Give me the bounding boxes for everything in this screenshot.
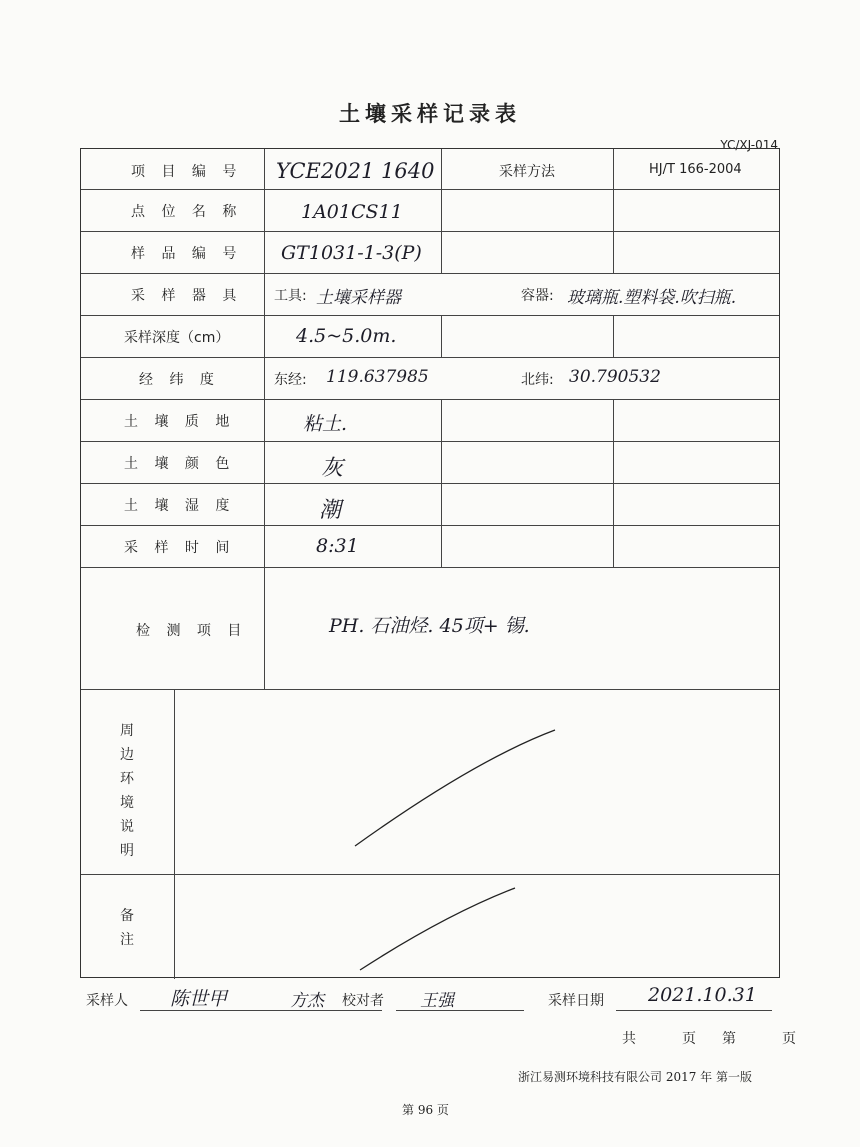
label-container: 容器: (521, 288, 554, 304)
checker-value: 王强 (420, 991, 454, 1011)
row-divider (81, 189, 779, 190)
col-divider (613, 149, 614, 273)
date-label: 采样日期 (548, 993, 604, 1009)
texture-value: 粘土. (303, 413, 348, 435)
sampler-value-2: 方杰 (290, 991, 324, 1011)
page-count: 共 页 第 页 (622, 1031, 802, 1047)
company-footer: 浙江易测环境科技有限公司 2017 年 第一版 (518, 1070, 752, 1084)
col-divider (441, 399, 442, 567)
label-remarks: 备注 (120, 908, 134, 948)
row-divider (81, 399, 779, 400)
label-method: 采样方法 (499, 164, 555, 180)
site-name-value: 1A01CS11 (301, 201, 403, 223)
col-divider (613, 399, 614, 567)
sampler-value-1: 陈世甲 (170, 988, 228, 1010)
row-divider (81, 483, 779, 484)
label-color: 土 壤 颜 色 (124, 456, 236, 472)
col-divider (264, 149, 265, 689)
label-longitude: 东经: (274, 372, 307, 388)
tool-value: 土壤采样器 (316, 288, 401, 308)
label-tool: 工具: (274, 288, 307, 304)
row-divider (81, 525, 779, 526)
tests-value: PH. 石油烃. 45项+ 锡. (329, 615, 530, 637)
strike-mark-remarks (175, 875, 779, 977)
longitude-value: 119.637985 (326, 367, 429, 387)
label-tools: 采 样 器 具 (131, 288, 243, 304)
col-divider (441, 149, 442, 273)
form-title: 土壤采样记录表 (339, 102, 521, 126)
row-divider (81, 231, 779, 232)
project-no-value: YCE2021 1640 (276, 159, 435, 183)
sampler-label: 采样人 (86, 993, 128, 1009)
label-time: 采 样 时 间 (124, 540, 236, 556)
col-divider (441, 315, 442, 357)
row-divider (81, 567, 779, 568)
label-surroundings: 周边环境说明 (120, 723, 134, 859)
label-project-no: 项 目 编 号 (131, 164, 243, 180)
label-latitude: 北纬: (521, 372, 554, 388)
time-value: 8:31 (316, 535, 359, 557)
row-divider (81, 441, 779, 442)
color-value: 灰 (321, 456, 344, 481)
depth-value: 4.5~5.0m. (296, 325, 397, 347)
checker-label: 校对者 (342, 993, 384, 1009)
row-divider (81, 273, 779, 274)
label-coords: 经 纬 度 (139, 372, 220, 388)
label-moisture: 土 壤 湿 度 (124, 498, 236, 514)
label-tests: 检 测 项 目 (136, 623, 248, 639)
checker-line (396, 1010, 524, 1011)
label-sample-no: 样 品 编 号 (131, 246, 243, 262)
label-site-name: 点 位 名 称 (131, 204, 243, 220)
container-value: 玻璃瓶.塑料袋.吹扫瓶. (567, 288, 737, 308)
method-value: HJ/T 166-2004 (649, 162, 742, 177)
sample-no-value: GT1031-1-3(P) (281, 242, 422, 264)
moisture-value: 潮 (319, 498, 342, 523)
latitude-value: 30.790532 (569, 367, 661, 387)
label-texture: 土 壤 质 地 (124, 414, 236, 430)
page-number: 第 96 页 (402, 1103, 449, 1117)
date-line (616, 1010, 772, 1011)
form-code: YC/XJ-014 (720, 138, 778, 152)
label-depth: 采样深度（cm） (124, 330, 230, 346)
row-divider (81, 315, 779, 316)
record-table (80, 148, 780, 978)
col-divider (613, 315, 614, 357)
row-divider (81, 357, 779, 358)
date-value: 2021.10.31 (648, 984, 757, 1006)
